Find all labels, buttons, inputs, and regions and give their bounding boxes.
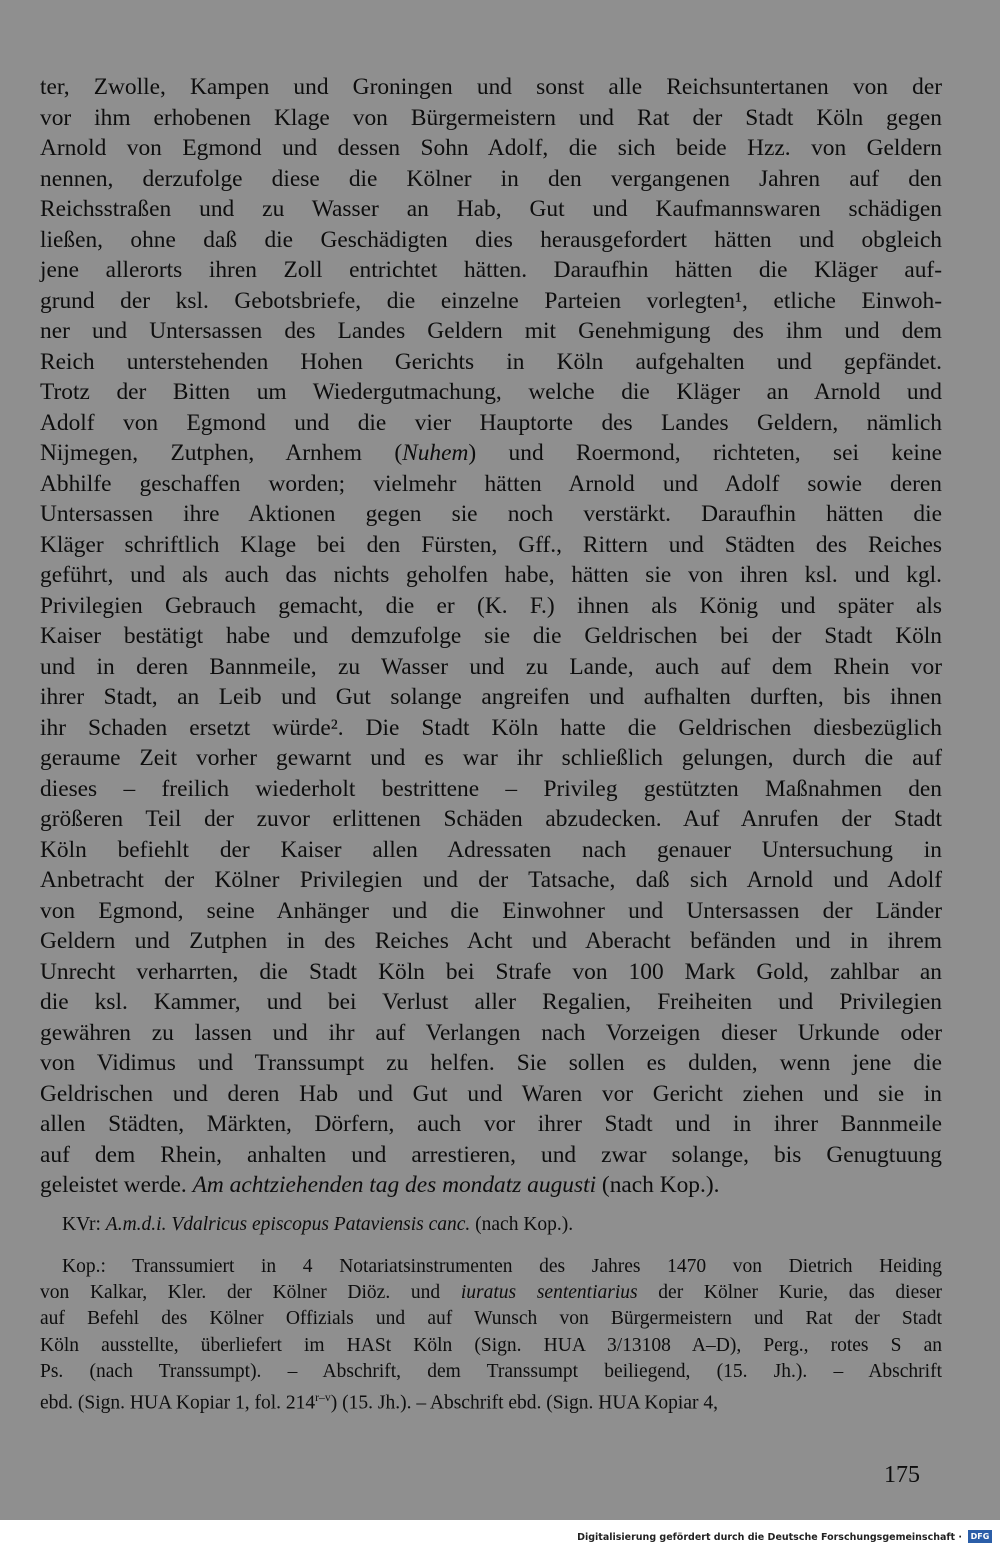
kop-text-line: auf Befehl des Kölner Offizials und auf Wunsch von Bürgermeistern und Rat der Stadt [40, 1308, 942, 1330]
body-text-line: Untersassen ihre Aktionen gegen sie noch verstärkt. Daraufhin hätten die [40, 501, 942, 527]
body-text-line: ihrer Stadt, an Leib und Gut solange angreifen und aufhalten durften, bis ihnen [40, 684, 942, 710]
body-text-line: Geldern und Zutphen in des Reiches Acht und Aberacht befänden und in ihrem [40, 928, 942, 954]
body-text-line: allen Städten, Märkten, Dörfern, auch vor ihrer Stadt und in ihrer Bannmeile [40, 1111, 942, 1137]
kop-text-line: ebd. (Sign. HUA Kopiar 1, fol. 214$^{r-v}$) (15. Jh.). – Abschrift ebd. (Sign. HUA Kopiar 4, [40, 1391, 718, 1414]
body-text-line: Anbetracht der Kölner Privilegien und der Tatsache, daß sich Arnold und Adolf [40, 867, 942, 893]
body-text-line: Abhilfe geschaffen worden; vielmehr hätten Arnold und Adolf sowie deren [40, 470, 942, 497]
body-text-line: die ksl. Kammer, und bei Verlust aller Regalien, Freiheiten und Privilegien [40, 989, 942, 1015]
body-text-line: Geldrischen und deren Hab und Gut und Waren vor Gericht ziehen und sie in [40, 1080, 942, 1107]
body-text-line: von Vidimus und Transsumpt zu helfen. Sie sollen es dulden, wenn jene die [40, 1050, 942, 1076]
body-text-line: Nijmegen, Zutphen, Arnhem (Nuhem) und Roermond, richteten, sei keine [40, 440, 942, 466]
kop-text-line: Köln ausstellte, überliefert im HASt Köln (Sign. HUA 3/13108 A–D), Perg., rotes S an [40, 1334, 942, 1356]
body-text-line: dieses – freilich wiederholt bestrittene – Privileg gestützten Maßnahmen den [40, 775, 942, 802]
kop-text-line: Ps. (nach Transsumpt). – Abschrift, dem Transsumpt beiliegend, (15. Jh.). – Abschrift [40, 1360, 942, 1382]
body-text-line: größeren Teil der zuvor erlittenen Schäden abzudecken. Auf Anrufen der Stadt [40, 806, 942, 832]
body-text-line: Reich unterstehenden Hohen Gerichts in Köln aufgehalten und gepfändet. [40, 348, 942, 375]
body-text-line: Adolf von Egmond und die vier Hauptorte des Landes Geldern, nämlich [40, 409, 942, 436]
body-text-line: geleistet werde. Am achtziehenden tag des mondatz augusti (nach Kop.). [40, 1172, 720, 1198]
body-text-line: auf dem Rhein, anhalten und arrestieren, und zwar solange, bis Genugtuung [40, 1141, 942, 1168]
body-text-line: Arnold von Egmond und dessen Sohn Adolf, die sich beide Hzz. von Geldern [40, 135, 942, 161]
body-text-line: und in deren Bannmeile, zu Wasser und zu Lande, auch auf dem Rhein vor [40, 653, 942, 680]
body-text-line: geführt, und als auch das nichts geholfen habe, hätten sie von ihren ksl. und kgl. [40, 562, 942, 588]
body-text-line: jene allerorts ihren Zoll entrichtet hätten. Daraufhin hätten die Kläger auf- [40, 257, 942, 283]
body-text-line: ner und Untersassen des Landes Geldern mit Genehmigung des ihm und dem [40, 318, 942, 344]
body-text-line: Köln befiehlt der Kaiser allen Adressaten nach genauer Untersuchung in [40, 836, 942, 863]
body-text-line: ließen, ohne daß die Geschädigten dies herausgefordert hätten und obgleich [40, 226, 942, 253]
body-text-line: geraume Zeit vorher gewarnt und es war ihr schließlich gelungen, durch die auf [40, 745, 942, 771]
body-text-line: Unrecht verharrten, die Stadt Köln bei Strafe von 100 Mark Gold, zahlbar an [40, 958, 942, 985]
dfg-logo-icon: DFG [968, 1530, 992, 1543]
kvr-line [62, 1212, 942, 1238]
body-text-line: ihr Schaden ersetzt würde². Die Stadt Köln hatte die Geldrischen diesbezüglich [40, 714, 942, 741]
kvr-suffix: (nach Kop.). [475, 1214, 574, 1235]
kvr-signature: A.m.d.i. Vdalricus episcopus Pataviensis canc. [105, 1214, 471, 1235]
body-text-line: nennen, derzufolge diese die Kölner in den vergangenen Jahren auf den [40, 165, 942, 192]
kvr-label: KVr: [62, 1214, 101, 1235]
body-text-line: von Egmond, seine Anhänger und die Einwohner und Untersassen der Länder [40, 897, 942, 924]
body-text-line: Trotz der Bitten um Wiedergutmachung, welche die Kläger an Arnold und [40, 379, 942, 405]
kop-paragraph [40, 1254, 942, 1417]
kop-text-line: Kop.: Transsumiert in 4 Notariatsinstrumenten des Jahres 1470 von Dietrich Heiding [62, 1256, 942, 1277]
body-text-line: Kläger schriftlich Klage bei den Fürsten, Gff., Rittern und Städten des Reiches [40, 531, 942, 558]
body-text-line: vor ihm erhobenen Klage von Bürgermeistern und Rat der Stadt Köln gegen [40, 104, 942, 131]
body-text-line: Reichsstraßen und zu Wasser an Hab, Gut und Kaufmannswaren schädigen [40, 196, 942, 222]
main-paragraph [40, 72, 942, 1201]
body-text-line: Privilegien Gebrauch gemacht, die er (K. F.) ihnen als König und später als [40, 592, 942, 619]
body-text-line: grund der ksl. Gebotsbriefe, die einzelne Parteien vorlegten¹, etliche Einwoh- [40, 287, 942, 314]
body-text-line: gewähren zu lassen und ihr auf Verlangen nach Vorzeigen dieser Urkunde oder [40, 1019, 942, 1046]
footer-credit: Digitalisierung gefördert durch die Deutsche Forschungsgemeinschaft · [577, 1532, 962, 1543]
body-text-line: ter, Zwolle, Kampen und Groningen und sonst alle Reichsuntertanen von der [40, 74, 942, 100]
page-number: 175 [884, 1462, 920, 1488]
body-text-line: Kaiser bestätigt habe und demzufolge sie die Geldrischen bei der Stadt Köln [40, 623, 942, 649]
kop-text-line: von Kalkar, Kler. der Kölner Diöz. und iuratus sententiarius der Kölner Kurie, das dieser [40, 1282, 942, 1304]
